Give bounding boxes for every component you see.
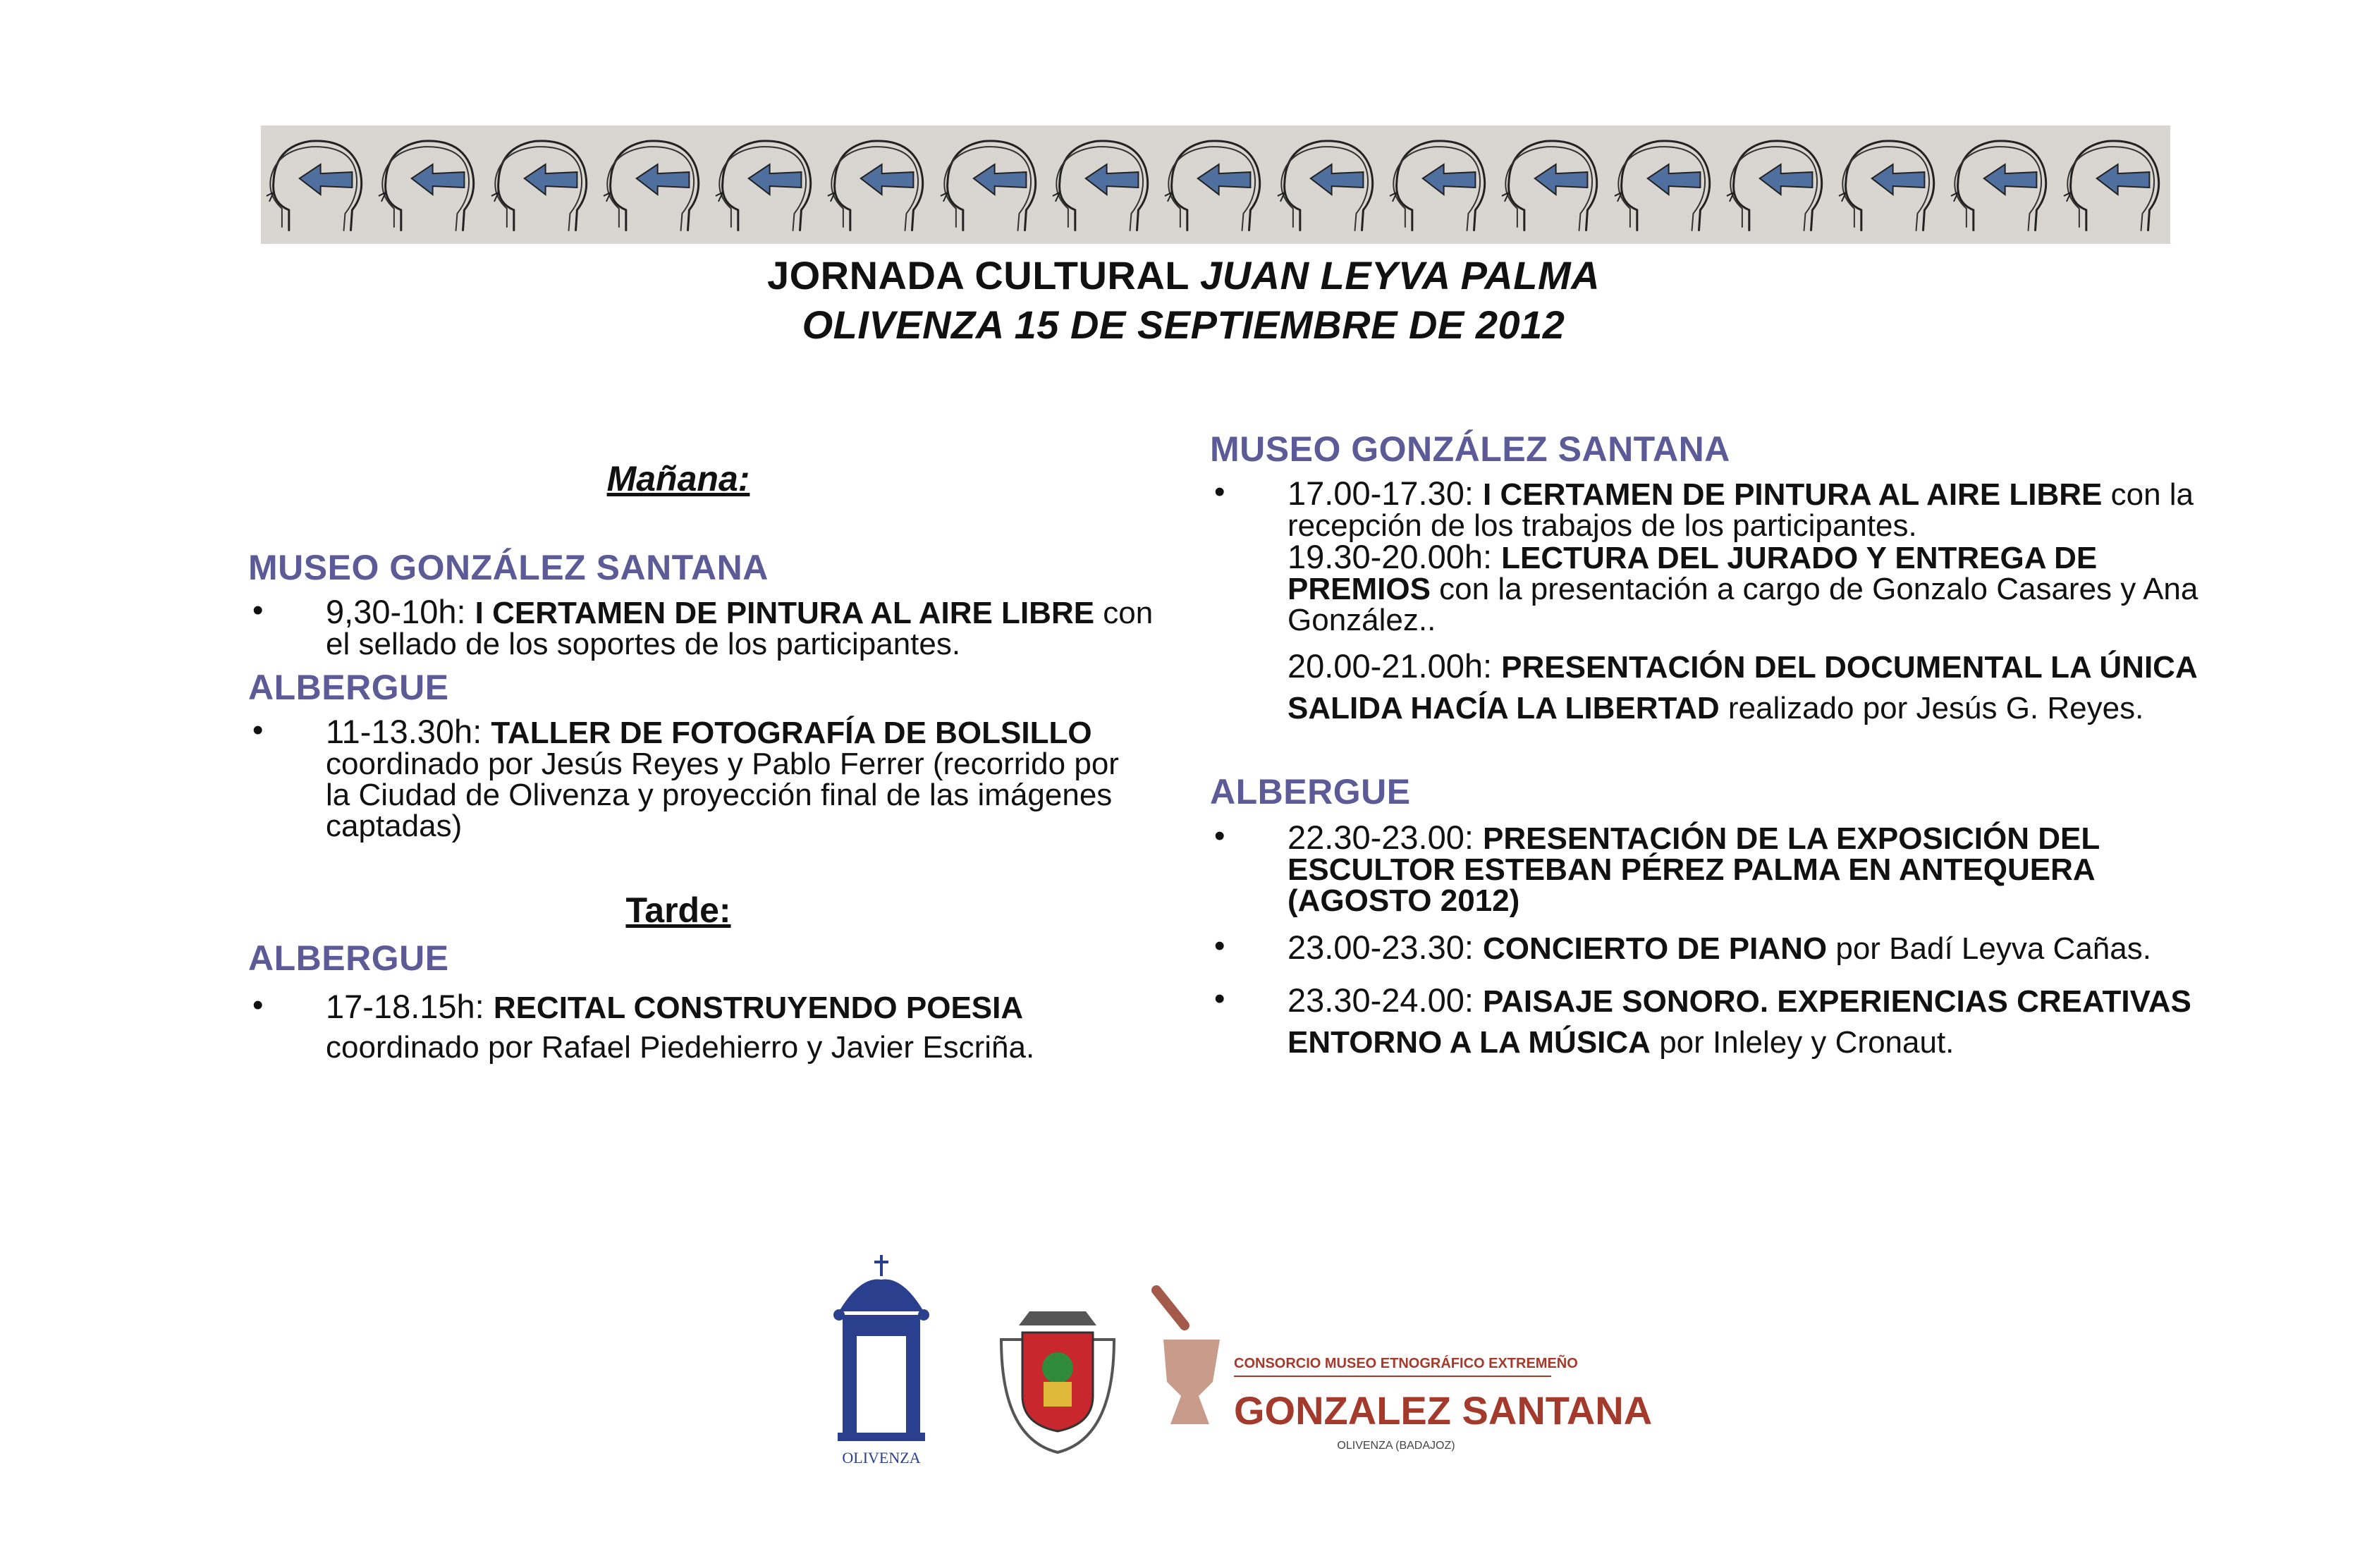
- head-icon: [1384, 125, 1496, 244]
- item-text: realizado por Jesús G. Reyes.: [1719, 691, 2144, 725]
- item-time: 17.00-17.30:: [1288, 474, 1483, 512]
- item-title: PRESENTACIÓN DE LA EXPOSICIÓN DEL ESCULTOR ESTEBAN PÉREZ PALMA EN ANTEQUERA (AGOSTO 2012): [1288, 821, 2100, 918]
- list-item: [1210, 474, 2204, 543]
- olivenza-logo: [833, 1255, 929, 1466]
- title-name: JUAN LEYVA PALMA: [1200, 253, 1601, 298]
- consorcio-text: CONSORCIO MUSEO ETNOGRÁFICO EXTREMEÑO: [1234, 1356, 1578, 1371]
- item-title: I CERTAMEN DE PINTURA AL AIRE LIBRE: [475, 596, 1095, 630]
- bullet: •: [252, 988, 264, 1022]
- head-icon: [2058, 125, 2170, 244]
- list-item: [248, 593, 1172, 661]
- bullet: •: [1214, 929, 1225, 963]
- list-item: [1210, 819, 2225, 918]
- venue-heading: ALBERGUE: [1210, 772, 1411, 811]
- item-text: con el sellado de los soportes de los participantes.: [326, 596, 1154, 661]
- item-title: PAISAJE SONORO. EXPERIENCIAS CREATIVAS ENTORNO A LA MÚSICA: [1288, 984, 2191, 1060]
- item-time: 9,30-10h:: [326, 593, 475, 630]
- item-title: LECTURA DEL JURADO Y ENTREGA DE PREMIOS: [1288, 541, 2098, 606]
- head-icon: [1609, 125, 1721, 244]
- item-title: TALLER DE FOTOGRAFÍA DE BOLSILLO: [491, 716, 1092, 750]
- item-text: coordinado por Rafael Piedehierro y Javier Escriña.: [326, 1030, 1035, 1065]
- list-item: [1210, 929, 2225, 966]
- head-icon: [1833, 125, 1945, 244]
- item-time: 19.30-20.00h:: [1288, 538, 1502, 575]
- item-time: 23.30-24.00:: [1288, 981, 1483, 1019]
- item-time: 11-13.30h:: [326, 713, 491, 750]
- head-icon: [822, 125, 934, 244]
- list-item: [1210, 646, 2225, 729]
- coat-of-arms-logo: [1001, 1311, 1114, 1452]
- head-icon: [1159, 125, 1271, 244]
- venue-heading: ALBERGUE: [248, 938, 449, 978]
- morning-label: Mañana:: [606, 459, 750, 498]
- item-title: PRESENTACIÓN DEL DOCUMENTAL LA ÚNICA SALIDA HACÍA LA LIBERTAD: [1288, 650, 2197, 725]
- bullet: •: [1214, 474, 1225, 509]
- item-text: con la presentación a cargo de Gonzalo Casares y Ana González..: [1288, 572, 2198, 637]
- head-icon: [373, 125, 485, 244]
- bullet: •: [1214, 819, 1225, 853]
- head-icon: [935, 125, 1047, 244]
- item-text: por Badí Leyva Cañas.: [1827, 931, 2151, 966]
- venue-heading: ALBERGUE: [248, 668, 449, 707]
- bullet: •: [252, 713, 264, 747]
- head-icon: [598, 125, 710, 244]
- olivenza-label: OLIVENZA: [842, 1449, 921, 1466]
- venue-heading: MUSEO GONZÁLEZ SANTANA: [248, 548, 769, 587]
- head-icon: [1272, 125, 1384, 244]
- list-item: [248, 713, 1137, 843]
- item-title: I CERTAMEN DE PINTURA AL AIRE LIBRE: [1483, 477, 2103, 512]
- head-icon: [710, 125, 822, 244]
- head-icon: [1945, 125, 2057, 244]
- item-time: 22.30-23.00:: [1288, 819, 1483, 856]
- item-time: 23.00-23.30:: [1288, 929, 1483, 966]
- title-prefix: JORNADA CULTURAL: [766, 253, 1201, 298]
- sponsor-logos: [811, 1248, 1657, 1481]
- head-icon: [1721, 125, 1833, 244]
- bullet: •: [252, 593, 264, 627]
- list-item: [1210, 980, 2225, 1063]
- item-title: RECITAL CONSTRUYENDO POESIA: [493, 991, 1024, 1025]
- right-column: [1210, 429, 2197, 1063]
- item-text: con la recepción de los trabajos de los participantes.: [1288, 477, 2194, 543]
- item-text: por Inleley y Cronaut.: [1650, 1025, 1955, 1060]
- page-subtitle: OLIVENZA 15 DE SEPTIEMBRE DE 2012: [802, 302, 1565, 347]
- museum-logo: [1156, 1290, 1652, 1452]
- head-icon: [1496, 125, 1608, 244]
- left-column: [248, 458, 1186, 1067]
- afternoon-label: Tarde:: [625, 890, 731, 930]
- list-item: [1210, 538, 2204, 637]
- item-title: CONCIERTO DE PIANO: [1483, 931, 1828, 966]
- olivenza-badajoz-text: OLIVENZA (BADAJOZ): [1337, 1440, 1455, 1452]
- item-time: 17-18.15h:: [326, 988, 494, 1025]
- head-icon: [261, 125, 373, 244]
- head-icon: [1047, 125, 1159, 244]
- venue-heading: MUSEO GONZÁLEZ SANTANA: [1210, 429, 1730, 469]
- item-text: coordinado por Jesús Reyes y Pablo Ferrer (recorrido por la Ciudad de Olivenza y proyección final de las imágenes captadas): [326, 747, 1119, 843]
- bullet: •: [1214, 981, 1225, 1016]
- item-time: 20.00-21.00h:: [1288, 647, 1502, 685]
- page-title: [0, 252, 2367, 298]
- head-icon: [486, 125, 598, 244]
- gonzalez-text: GONZALEZ SANTANA: [1234, 1388, 1653, 1433]
- header-banner: [261, 125, 2170, 244]
- list-item: [248, 987, 1101, 1067]
